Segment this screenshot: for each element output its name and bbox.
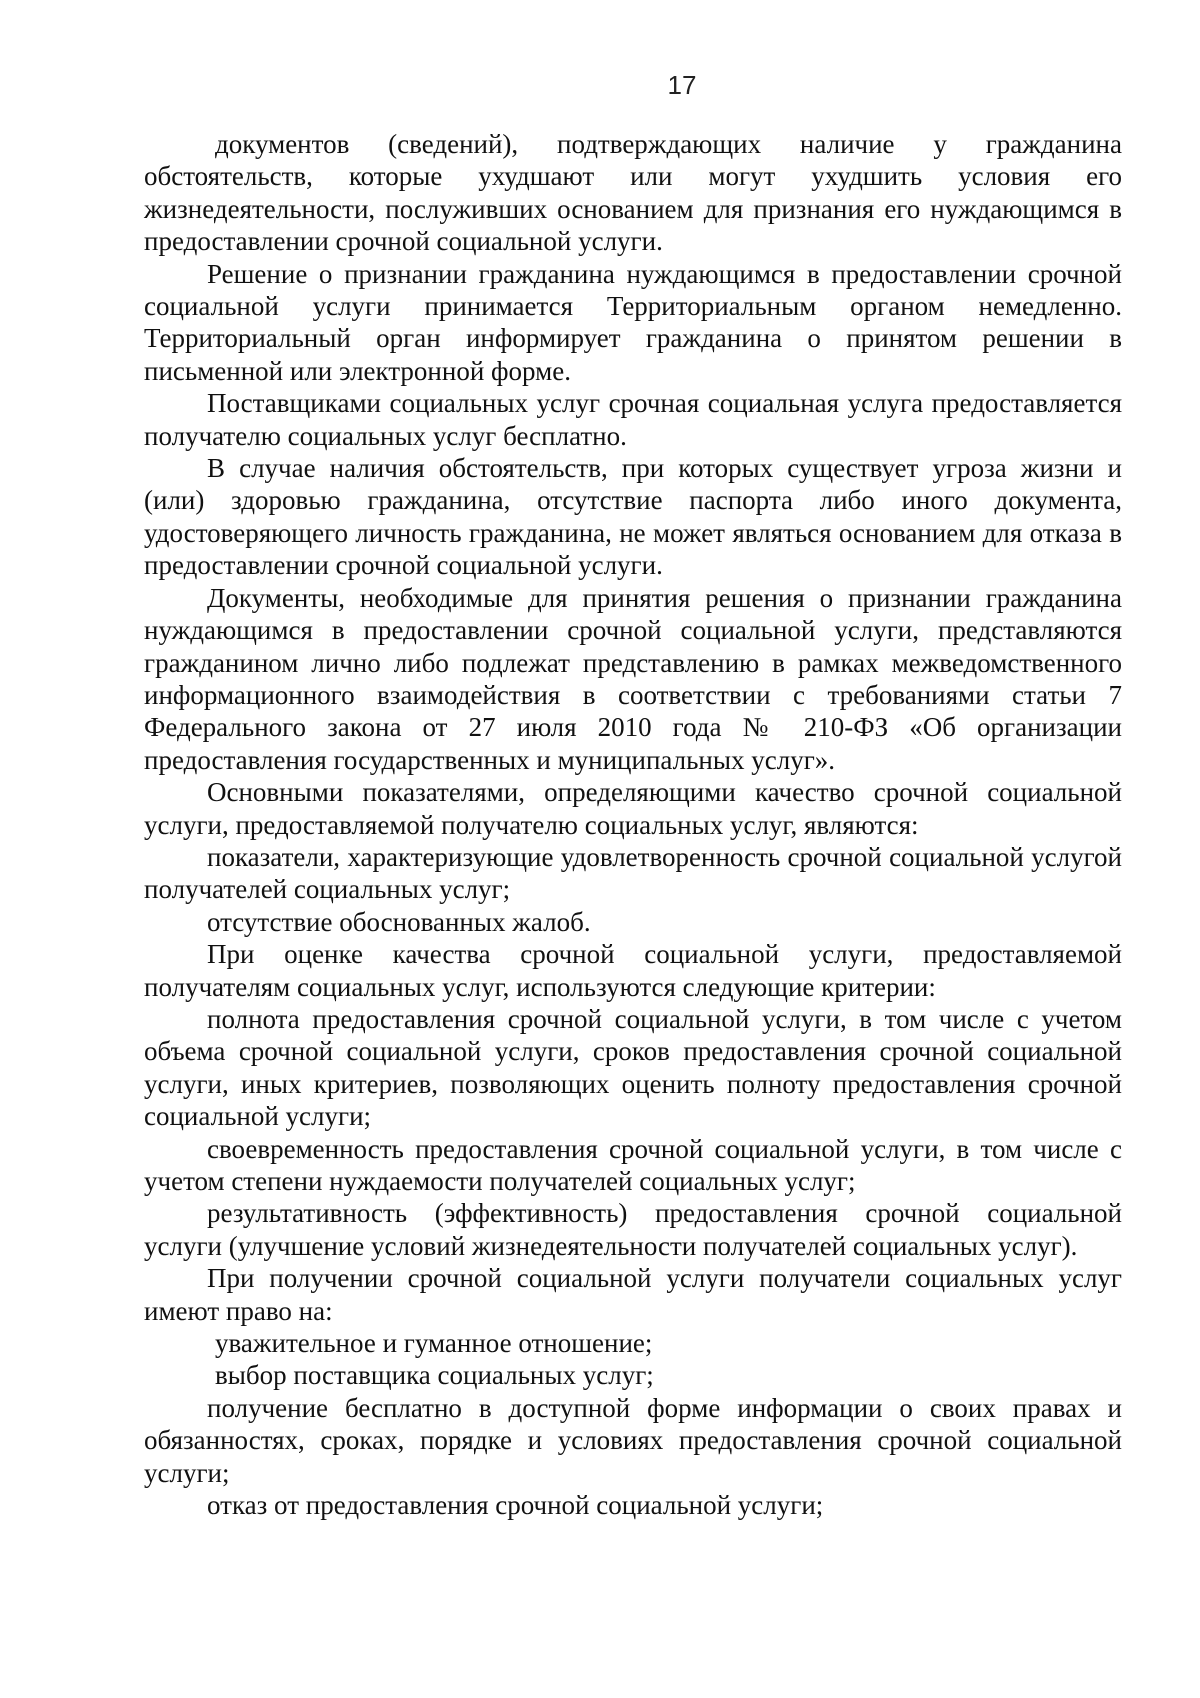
paragraph: полнота предоставления срочной социальной услуги, в том числе с учетом объема срочной социальной услуги, сроков предоставления срочной социальной услуги, иных критериев, позволяющих оценить полноту предоставления срочной социальной услуги;: [144, 1003, 1122, 1132]
page-number: 17: [667, 70, 697, 100]
paragraph: выбор поставщика социальных услуг;: [215, 1360, 654, 1391]
document-body: [144, 128, 1122, 1521]
paragraph: При получении срочной социальной услуги получатели социальных услуг имеют право на:: [144, 1263, 1122, 1326]
paragraph: отсутствие обоснованных жалоб.: [207, 906, 591, 937]
paragraph: уважительное и гуманное отношение;: [215, 1328, 653, 1359]
paragraph: При оценке качества срочной социальной услуги, предоставляемой получателям социальных услуг, используются следующие критерии:: [144, 939, 1122, 1002]
paragraph: Основными показателями, определяющими качество срочной социальной услуги, предоставляемой получателю социальных услуг, являются:: [144, 777, 1122, 840]
paragraph: Поставщиками социальных услуг срочная социальная услуга предоставляется получателю социальных услуг бесплатно.: [144, 388, 1122, 451]
paragraph: результативность (эффективность) предоставления срочной социальной услуги (улучшение условий жизнедеятельности получателей социальных услуг).: [144, 1198, 1122, 1261]
paragraph: документов (сведений), подтверждающих наличие у гражданина обстоятельств, которые ухудшают или могут ухудшить условия его жизнедеятельности, послуживших основанием для признания его нуждающимся в предоставлении срочной социальной услуги.: [144, 129, 1122, 257]
paragraph: Документы, необходимые для принятия решения о признании гражданина нуждающимся в предоставлении срочной социальной услуги, представляются гражданином лично либо подлежат представлению в рамках межведомственного информационного взаимодействия в соответствии с требованиями статьи 7 Федерального закона от 27 июля 2010 года № 210-ФЗ «Об организации предоставления государственных и муниципальных услуг».: [144, 582, 1122, 775]
paragraph: показатели, характеризующие удовлетворенность срочной социальной услугой получателей социальных услуг;: [144, 841, 1122, 905]
paragraph: В случае наличия обстоятельств, при которых существует угроза жизни и (или) здоровью гражданина, отсутствие паспорта либо иного документа, удостоверяющего личность гражданина, не может являться основанием для отказа в предоставлении срочной социальной услуги.: [144, 453, 1122, 581]
paragraph: Решение о признании гражданина нуждающимся в предоставлении срочной социальной услуги принимается Территориальным органом немедленно. Территориальный орган информирует гражданина о принятом решении в письменной или электронной форме.: [144, 258, 1122, 386]
paragraph: получение бесплатно в доступной форме информации о своих правах и обязанностях, сроках, порядке и условиях предоставления срочной социальной услуги;: [144, 1392, 1122, 1488]
paragraph: своевременность предоставления срочной социальной услуги, в том числе с учетом степени нуждаемости получателей социальных услуг;: [144, 1133, 1122, 1196]
paragraph: отказ от предоставления срочной социальной услуги;: [207, 1490, 824, 1521]
